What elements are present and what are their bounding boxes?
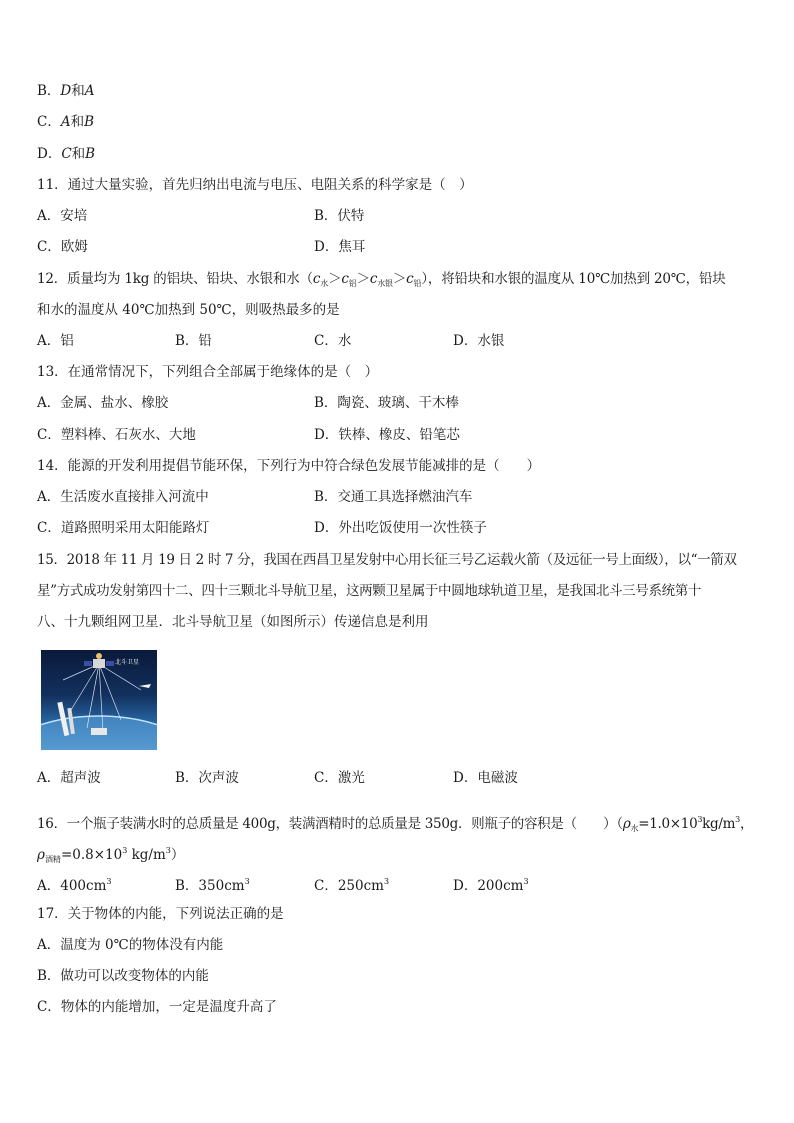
q14-option-d: D．外出吃饭使用一次性筷子 (314, 520, 487, 536)
question-16-stem-line2: $\rho_{酒精}=0.8\times 10^3$ $kg/m^3$） (37, 846, 185, 864)
question-12-stem: 12．质量均为 1kg 的铝块、铅块、水银和水$(c_水>c_铝>c_{水银}>c_铅)$，将铅块和水银的温度从 10℃加热到 20℃，铅块 (37, 271, 726, 288)
q16-option-c: C．$250cm^3$ (314, 877, 390, 894)
q16-option-b: B．$350cm^3$ (175, 877, 250, 894)
question-17-stem: 17．关于物体的内能，下列说法正确的是 (37, 906, 284, 922)
beidou-satellite-figure (41, 650, 157, 750)
q15-option-a: A．超声波 (37, 770, 101, 786)
q17-option-c: C．物体的内能增加，一定是温度升高了 (37, 999, 277, 1015)
question-16-stem: 16．一个瓶子装满水时的总质量是 400g，装满酒精时的总质量是 350g．则瓶子的容积是（ ）（$\rho_水=1.0\times 10^3kg/m^3$， (37, 815, 754, 833)
question-15-stem-line3: 八、十九颗组网卫星．北斗导航卫星（如图所示）传递信息是利用 (37, 614, 429, 630)
question-12-stem-line2: 和水的温度从 40℃加热到 50℃，则吸热最多的是 (37, 302, 340, 318)
q12-option-a: A．铝 (37, 333, 74, 349)
q13-option-b: B．陶瓷、玻璃、干木棒 (314, 395, 459, 411)
satellite-illustration (41, 650, 157, 750)
question-15-stem-line2: 星”方式成功发射第四十二、四十三颗北斗导航卫星，这两颗卫星属于中圆地球轨道卫星，是我国北斗三号系统第十 (37, 583, 702, 599)
q13-option-c: C．塑料棒、石灰水、大地 (37, 427, 196, 443)
option-prev-b: B．D和A (37, 83, 95, 99)
question-14-stem: 14．能源的开发利用提倡节能环保，下列行为中符合绿色发展节能减排的是（ ） (37, 458, 541, 474)
q14-option-b: B．交通工具选择燃油汽车 (314, 489, 473, 505)
q14-option-c: C．道路照明采用太阳能路灯 (37, 520, 210, 536)
q11-option-b: B．伏特 (314, 208, 365, 224)
question-11-stem: 11．通过大量实验，首先归纳出电流与电压、电阻关系的科学家是（ ） (37, 177, 473, 193)
option-prev-d: D．C和B (37, 146, 96, 162)
q17-option-a: A．温度为 0℃的物体没有内能 (37, 937, 224, 953)
q12-option-c: C．水 (314, 333, 352, 349)
q15-option-c: C．激光 (314, 770, 365, 786)
question-13-stem: 13．在通常情况下，下列组合全部属于绝缘体的是（ ） (37, 364, 379, 380)
q15-option-d: D．电磁波 (453, 770, 518, 786)
q13-option-d: D．铁棒、橡皮、铅笔芯 (314, 427, 460, 443)
q13-option-a: A．金属、盐水、橡胶 (37, 395, 169, 411)
q14-option-a: A．生活废水直接排入河流中 (37, 489, 209, 505)
q12-option-d: D．水银 (453, 333, 505, 349)
q16-option-a: A．$400cm^3$ (37, 877, 112, 894)
q12-option-b: B．铅 (175, 333, 212, 349)
option-prev-c: C．A和B (37, 114, 95, 130)
q11-option-a: A．安培 (37, 208, 88, 224)
figure-label: 北斗卫星 (115, 659, 140, 666)
q11-option-c: C．欧姆 (37, 239, 88, 255)
q11-option-d: D．焦耳 (314, 239, 366, 255)
q16-option-d: D．$200cm^3$ (453, 877, 529, 894)
question-15-stem-line1: 15．2018 年 11 月 19 日 2 时 7 分，我国在西昌卫星发射中心用长征三号乙运载火箭（及远征一号上面级），以“一箭双 (37, 552, 737, 568)
q17-option-b: B．做功可以改变物体的内能 (37, 968, 209, 984)
q15-option-b: B．次声波 (175, 770, 239, 786)
